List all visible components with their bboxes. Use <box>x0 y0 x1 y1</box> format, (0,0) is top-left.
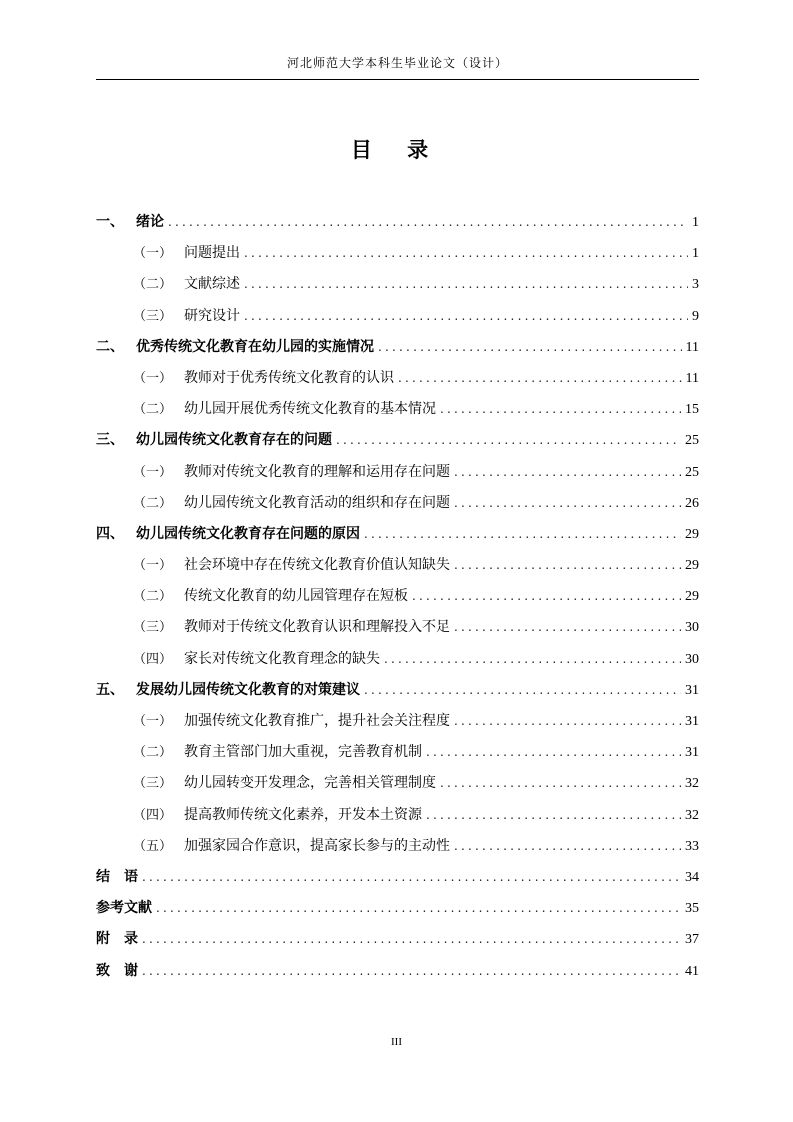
toc-entry[interactable] <box>96 648 699 679</box>
toc-entry-page: 31 <box>685 682 699 698</box>
toc-entry-label: 家长对传统文化教育理念的缺失 <box>184 650 380 667</box>
toc-entry-label: 提高教师传统文化素养，开发本土资源 <box>184 806 422 823</box>
toc-entry[interactable] <box>96 336 699 367</box>
toc-entry-label: 加强家园合作意识，提高家长参与的主动性 <box>184 837 450 854</box>
toc-entry-number: 三、 <box>96 432 124 449</box>
toc-entry[interactable] <box>96 897 699 928</box>
toc-entry-number: 一、 <box>96 214 124 230</box>
toc-entry-page: 11 <box>685 339 699 355</box>
toc-entry-number: 二、 <box>96 338 124 355</box>
toc-entry-label: 传统文化教育的幼儿园管理存在短板 <box>184 588 408 605</box>
toc-entry-number: （四） <box>133 651 173 667</box>
toc-entry-number: （三） <box>133 620 173 636</box>
toc-entry-label: 幼儿园转变开发理念，完善相关管理制度 <box>184 775 436 792</box>
toc-entry[interactable] <box>96 960 699 991</box>
dot-leader <box>244 246 688 260</box>
toc-entry-page: 32 <box>685 807 699 823</box>
toc-entry[interactable] <box>96 741 699 772</box>
dot-leader <box>336 433 681 447</box>
toc-entry[interactable] <box>96 242 699 273</box>
toc-entry[interactable] <box>96 554 699 585</box>
toc-entry-page: 25 <box>685 433 699 449</box>
toc-entry-page: 11 <box>685 370 699 386</box>
page-title: 目 录 <box>350 138 443 162</box>
toc-entry[interactable] <box>96 398 699 429</box>
toc-entry-page: 1 <box>692 246 699 262</box>
table-of-contents <box>96 211 699 991</box>
toc-entry[interactable] <box>96 367 699 398</box>
toc-entry-label: 优秀传统文化教育在幼儿园的实施情况 <box>136 338 374 355</box>
toc-entry-number: （五） <box>133 838 173 854</box>
page-number: III <box>391 1036 402 1048</box>
header-rule <box>96 79 699 80</box>
toc-entry-page: 29 <box>685 526 699 542</box>
toc-entry-label: 教师对于传统文化教育认识和理解投入不足 <box>184 619 450 636</box>
toc-entry-number: 四、 <box>96 525 124 542</box>
toc-entry[interactable] <box>96 461 699 492</box>
running-header: 河北师范大学本科生毕业论文（设计） <box>286 56 508 70</box>
toc-entry-page: 29 <box>685 589 699 605</box>
toc-entry-page: 35 <box>685 901 699 917</box>
toc-entry[interactable] <box>96 429 699 460</box>
toc-entry-page: 29 <box>685 558 699 574</box>
dot-leader <box>454 839 681 853</box>
toc-entry-label: 发展幼儿园传统文化教育的对策建议 <box>136 681 360 698</box>
toc-entry[interactable] <box>96 211 699 242</box>
toc-entry-page: 31 <box>685 714 699 729</box>
toc-entry-page: 41 <box>685 963 699 979</box>
toc-entry-number: 五、 <box>96 681 124 698</box>
toc-entry-page: 31 <box>685 745 699 761</box>
toc-entry-number: （一） <box>133 714 173 729</box>
toc-entry-label: 幼儿园传统文化教育存在问题的原因 <box>136 525 360 542</box>
toc-entry-number: （二） <box>133 277 173 293</box>
toc-entry-label: 教育主管部门加大重视，完善教育机制 <box>184 744 422 761</box>
toc-entry-label: 社会环境中存在传统文化教育价值认知缺失 <box>184 557 450 574</box>
toc-entry[interactable] <box>96 928 699 959</box>
toc-entry-number: （一） <box>133 370 173 386</box>
dot-leader <box>454 496 681 510</box>
toc-entry-number: （四） <box>133 807 173 823</box>
toc-entry[interactable] <box>96 679 699 710</box>
toc-entry-page: 37 <box>685 932 699 948</box>
dot-leader <box>142 932 681 946</box>
dot-leader <box>156 901 681 915</box>
toc-entry-page: 3 <box>692 277 699 293</box>
toc-entry[interactable] <box>96 492 699 523</box>
toc-entry-page: 32 <box>685 776 699 792</box>
toc-entry[interactable] <box>96 523 699 554</box>
dot-leader <box>426 808 681 822</box>
toc-entry[interactable] <box>96 835 699 866</box>
dot-leader <box>454 714 681 728</box>
dot-leader <box>454 465 681 479</box>
dot-leader <box>384 652 681 666</box>
dot-leader <box>244 309 688 323</box>
dot-leader <box>454 558 681 572</box>
toc-entry-number: （一） <box>133 464 173 480</box>
toc-entry[interactable] <box>96 866 699 897</box>
toc-entry-number: （二） <box>133 589 173 605</box>
toc-entry-label: 教师对于优秀传统文化教育的认识 <box>184 369 394 386</box>
toc-entry-label: 结 语 <box>96 868 138 885</box>
dot-leader <box>142 870 681 884</box>
toc-entry[interactable] <box>96 305 699 336</box>
toc-entry[interactable] <box>96 273 699 304</box>
dot-leader <box>168 215 688 229</box>
dot-leader <box>412 589 681 603</box>
toc-entry-page: 9 <box>692 308 699 324</box>
toc-entry-page: 30 <box>685 620 699 636</box>
toc-entry-label: 加强传统文化教育推广，提升社会关注程度 <box>184 713 450 729</box>
toc-entry-label: 幼儿园传统文化教育存在的问题 <box>136 432 332 449</box>
toc-entry[interactable] <box>96 616 699 647</box>
dot-leader <box>426 745 681 759</box>
toc-entry-page: 34 <box>685 869 699 885</box>
toc-entry-number: （二） <box>133 745 173 761</box>
toc-entry-label: 幼儿园传统文化教育活动的组织和存在问题 <box>184 494 450 511</box>
toc-entry-page: 26 <box>685 495 699 511</box>
dot-leader <box>364 527 681 541</box>
toc-entry-page: 25 <box>685 464 699 480</box>
toc-entry-number: （一） <box>133 558 173 574</box>
toc-entry-number: （一） <box>133 246 173 262</box>
dot-leader <box>364 683 681 697</box>
toc-entry-number: （三） <box>133 776 173 792</box>
toc-entry[interactable] <box>96 710 699 741</box>
dot-leader <box>454 620 681 634</box>
dot-leader <box>440 776 681 790</box>
toc-entry-page: 15 <box>685 402 699 418</box>
toc-entry-label: 参考文献 <box>96 900 152 917</box>
toc-entry[interactable] <box>96 772 699 803</box>
dot-leader <box>244 277 688 291</box>
toc-entry-label: 绪论 <box>136 214 164 230</box>
dot-leader <box>398 371 682 385</box>
toc-entry-number: （三） <box>133 308 173 324</box>
toc-entry-page: 1 <box>692 215 699 230</box>
dot-leader <box>440 402 681 416</box>
dot-leader <box>378 340 682 354</box>
toc-entry-number: （二） <box>133 495 173 511</box>
toc-entry-page: 30 <box>685 651 699 667</box>
toc-entry-label: 附 录 <box>96 931 138 948</box>
toc-entry-page: 33 <box>685 838 699 854</box>
toc-entry-label: 幼儿园开展优秀传统文化教育的基本情况 <box>184 401 436 418</box>
toc-entry-label: 问题提出 <box>184 245 240 262</box>
dot-leader <box>142 964 681 978</box>
toc-entry[interactable] <box>96 585 699 616</box>
toc-entry-number: （二） <box>133 402 173 418</box>
toc-entry-label: 文献综述 <box>184 276 240 293</box>
toc-entry[interactable] <box>96 804 699 835</box>
toc-entry-label: 研究设计 <box>184 307 240 324</box>
toc-entry-label: 致 谢 <box>96 962 138 979</box>
toc-entry-label: 教师对传统文化教育的理解和运用存在问题 <box>184 463 450 480</box>
